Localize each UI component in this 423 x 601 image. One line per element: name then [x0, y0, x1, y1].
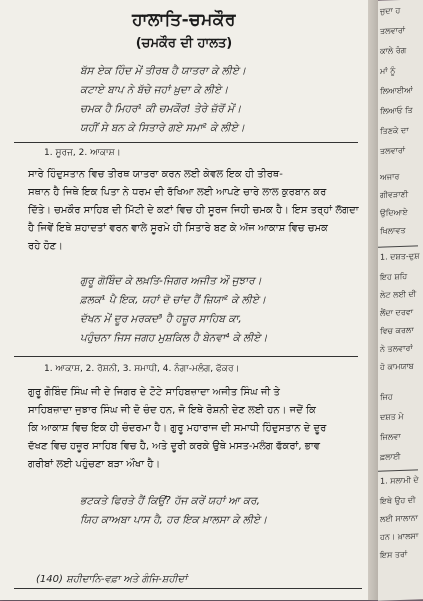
adjacent-text: ਤਿਣਕੇ ਦਾ: [380, 125, 409, 136]
paragraph-line: ਕਿ ਆਕਾਸ਼ ਵਿਚ ਇਕ ਹੀ ਚੰਦਰਮਾ ਹੈ। ਗੁਰੂ ਮਹਾਰਾਜ ਦੀ ਸਮਾਧੀ ਹਿੰਦੁਸਤਾਨ ਦੇ ਦੂਰ: [28, 423, 327, 434]
adjacent-text: ਖਿਲਾਵਤ: [380, 225, 406, 236]
poem-line: ਫ਼ਲਕ¹ ਪੈ ਇਕ, ਯਹਾਂ ਦੋ ਚਾਂਦ ਹੈਂ ਜ਼ਿਯਾ² ਕੇ ਲੀਏ।: [80, 294, 266, 306]
adjacent-text: ਜੁਦਾ ਹ: [380, 6, 401, 16]
poem-line: ਯਿਹ ਕਾਅਬਾ ਪਾਸ ਹੈ, ਹਰ ਇਕ ਖ਼ਾਲਸਾ ਕੇ ਲੀਏ।: [80, 514, 268, 526]
poem-line: ਯਹੀਂ ਸੇ ਬਨ ਕੇ ਸਿਤਾਰੇ ਗਏ ਸਮਾ² ਕੇ ਲੀਏ।: [80, 122, 245, 134]
paragraph-line: ਸਥਾਨ ਹੈ ਜਿਥੇ ਇਕ ਪਿਤਾ ਨੇ ਧਰਮ ਦੀ ਰੱਖਿਆ ਲਈ ਆਪਣੇ ਚਾਰੇ ਲਾਲ ਕੁਰਬਾਨ ਕਰ: [28, 187, 327, 198]
adjacent-text: ਮਾਂ ਨੂੰ: [380, 66, 396, 76]
paragraph-line: ਗਰੀਬਾਂ ਲਈ ਪਹੁੰਚਣਾ ਬੜਾ ਔਖਾ ਹੈ।: [28, 459, 161, 470]
paragraph-line: ਸਾਹਿਬਜ਼ਾਦਾ ਜੁਝਾਰ ਸਿੰਘ ਜੀ ਦੋ ਚੰਦ ਹਨ, ਜੋ ਇਥੇ ਰੋਸ਼ਨੀ ਦੇਣ ਲਈ ਹਨ। ਜਦੋਂ ਕਿ: [28, 405, 316, 416]
poem-line: ਦੱਖਨ ਮੇਂ ਦੂਰ ਮਰਕਦ³ ਹੈ ਹਜ਼ੂਰ ਸਾਹਿਬ ਕਾ,: [80, 313, 242, 325]
poem-line: ਕਟਾਏ ਬਾਪ ਨੇ ਬੱਚੇ ਜਹਾਂ ਖ਼ੁਦਾ ਕੇ ਲੀਏ।: [80, 84, 229, 96]
adjacent-text: ਲੈਂਦਾ ਦਰਵਾ: [380, 307, 414, 318]
adjacent-text: ਇਹ ਸ਼ਹਿ: [380, 271, 408, 282]
adjacent-text: ਇਸ ਤਰਾਂ: [380, 549, 408, 560]
poem-line: ਪਹੁੰਚਨਾ ਜਿਸ ਜਗਹ ਮੁਸ਼ਕਿਲ ਹੈ ਬੇਨਵਾ⁴ ਕੇ ਲੀਏ।: [80, 332, 268, 344]
poem-line: ਚਮਕ ਹੈ ਮਿਹਰ¹ ਕੀ ਚਮਕੌਰ! ਤੇਰੇ ਜ਼ੱਰੋਂ ਮੇਂ।: [80, 103, 242, 115]
adjacent-text: ਅਜਾਰ: [380, 172, 400, 182]
adjacent-text: ਲਿਆਈਆਂ: [380, 85, 413, 96]
paragraph-2: [28, 384, 360, 474]
adjacent-text: ਲੇਟ ਲਈ ਦੀ: [380, 289, 417, 300]
poem-stanza-3: [80, 492, 267, 530]
page-footer: (140) ਸ਼ਹੀਦਾਨਿ-ਵਫ਼ਾ ਅਤੇ ਗੰਜਿ-ਸ਼ਹੀਦਾਂ: [36, 574, 188, 585]
adjacent-text: ਇਥੇ ਉਹ ਦੀ: [380, 495, 416, 506]
adjacent-divider: [378, 469, 418, 471]
adjacent-text: ਨੇ ਤਲਵਾਰਾਂ: [380, 343, 413, 354]
footnote-divider: [14, 356, 358, 357]
footnote-divider: [14, 142, 358, 143]
adjacent-text: ਗੀਵੜਾਣੀ: [380, 189, 409, 200]
paragraph-line: ਸਾਰੇ ਹਿੰਦੁਸਤਾਨ ਵਿਚ ਤੀਰਥ ਯਾਤਰਾ ਕਰਨ ਲਈ ਕੇਵਲ ਇਕ ਹੀ ਤੀਰਥ-: [28, 169, 283, 180]
adjacent-page: [378, 0, 423, 601]
adjacent-text: ਜਿਹ: [380, 392, 393, 402]
poem-stanza-2: [80, 272, 267, 348]
paragraph-line: ਦੱਖਣ ਵਿਚ ਹਜ਼ੂਰ ਸਾਹਿਬ ਵਿਚ ਹੈ, ਅਤੇ ਦੂਰੀ ਕਰਕੇ ਉਥੇ ਮਸਤ-ਮਲੰਗ ਫੱਕਰਾਂ, ਭਾਵ: [28, 441, 320, 452]
adjacent-text: ਤਲਵਾਰਾਂ: [380, 25, 406, 36]
paragraph-line: ਦਿੱਤੇ। ਚਮਕੌਰ ਸਾਹਿਬ ਦੀ ਮਿੱਟੀ ਦੇ ਕਣਾਂ ਵਿਚ ਹੀ ਸੂਰਜ ਜਿਹੀ ਚਮਕ ਹੈ। ਇਸ ਤਰ੍ਹਾਂ ਲੱਗਦਾ: [28, 205, 359, 216]
footer-divider: [14, 588, 362, 589]
adjacent-text: ਜਿਲਵਾ: [380, 431, 401, 442]
poem-line: ਬੱਸ ਏਕ ਹਿੰਦ ਮੇਂ ਤੀਰਥ ਹੈ ਯਾਤਰਾ ਕੇ ਲੀਏ।: [80, 65, 246, 77]
adjacent-text: 1. ਦਸ਼ਤ-ਦੁਸ਼: [380, 251, 420, 262]
adjacent-text: ਹੋ ਕਾਮਯਾਬ: [380, 361, 414, 372]
paragraph-line: ਰਹੇ ਹੋਣ।: [28, 241, 63, 252]
adjacent-text: ਵਿਚ ਕਰਲਾ: [380, 325, 414, 336]
poem-stanza-1: [80, 62, 246, 138]
adjacent-text: ਫ਼ਲਾਈ: [380, 452, 401, 462]
adjacent-text: ਲਿਆਓ ਤਿ: [380, 105, 413, 116]
adjacent-text: ਲਈ ਸਾਲਾਨਾ: [380, 513, 418, 524]
page-subtitle: (ਚਮਕੌਰ ਦੀ ਹਾਲਤ): [135, 36, 233, 51]
paragraph-line: ਗੁਰੂ ਗੋਬਿੰਦ ਸਿੰਘ ਜੀ ਦੇ ਜਿਗਰ ਦੇ ਟੋਟੇ ਸਾਹਿਬਜ਼ਾਦਾ ਅਜੀਤ ਸਿੰਘ ਜੀ ਤੇ: [28, 387, 280, 398]
poem-line: ਗੁਰੂ ਗੋਬਿੰਦ ਕੇ ਲਖ਼ਤਿ-ਜਿਗਰ ਅਜੀਤ ਔ ਜੁਝਾਰ।: [80, 275, 262, 287]
poem-line: ਭਟਕਤੇ ਫਿਰਤੇ ਹੈਂ ਕਿਉਂ? ਹੱਜ ਕਰੇਂ ਯਹਾਂ ਆ ਕਰ,: [80, 495, 260, 507]
adjacent-text: ਦਸ਼ਤ ਮੇ: [380, 411, 404, 422]
adjacent-text: ਉਦਿਆਏ: [380, 207, 408, 218]
footnote-1: 1. ਸੂਰਜ, 2. ਆਕਾਸ਼।: [44, 148, 121, 158]
adjacent-divider: [378, 245, 418, 247]
page-title: ਹਾਲਾਤਿ-ਚਮਕੌਰ: [132, 10, 236, 30]
adjacent-text: ਹਨ। ਖ਼ਾਲਸਾ: [380, 531, 419, 542]
adjacent-text: 1. ਸਲਾਮੀ ਦੇ: [380, 475, 419, 486]
adjacent-text: ਤਲਵਾਰਾਂ: [380, 145, 406, 156]
footnote-2: 1. ਆਕਾਸ਼, 2. ਰੋਸ਼ਨੀ, 3. ਸਮਾਧੀ, 4. ਨੰਗਾ-ਮਲੰਗ, ਫੱਕਰ।: [44, 364, 240, 374]
adjacent-text: ਕਾਲੇ ਰੰਗ: [380, 45, 407, 56]
paragraph-line: ਹੈ ਜਿਵੇਂ ਇਥੇ ਸ਼ਹਾਦਤਾਂ ਵਰਨ ਵਾਲੇ ਸੂਰਮੇ ਹੀ ਸਿਤਾਰੇ ਬਣ ਕੇ ਅੱਜ ਆਕਾਸ਼ ਵਿਚ ਚਮਕ: [28, 223, 328, 234]
paragraph-1: [28, 166, 360, 256]
page-edge: [368, 0, 378, 600]
